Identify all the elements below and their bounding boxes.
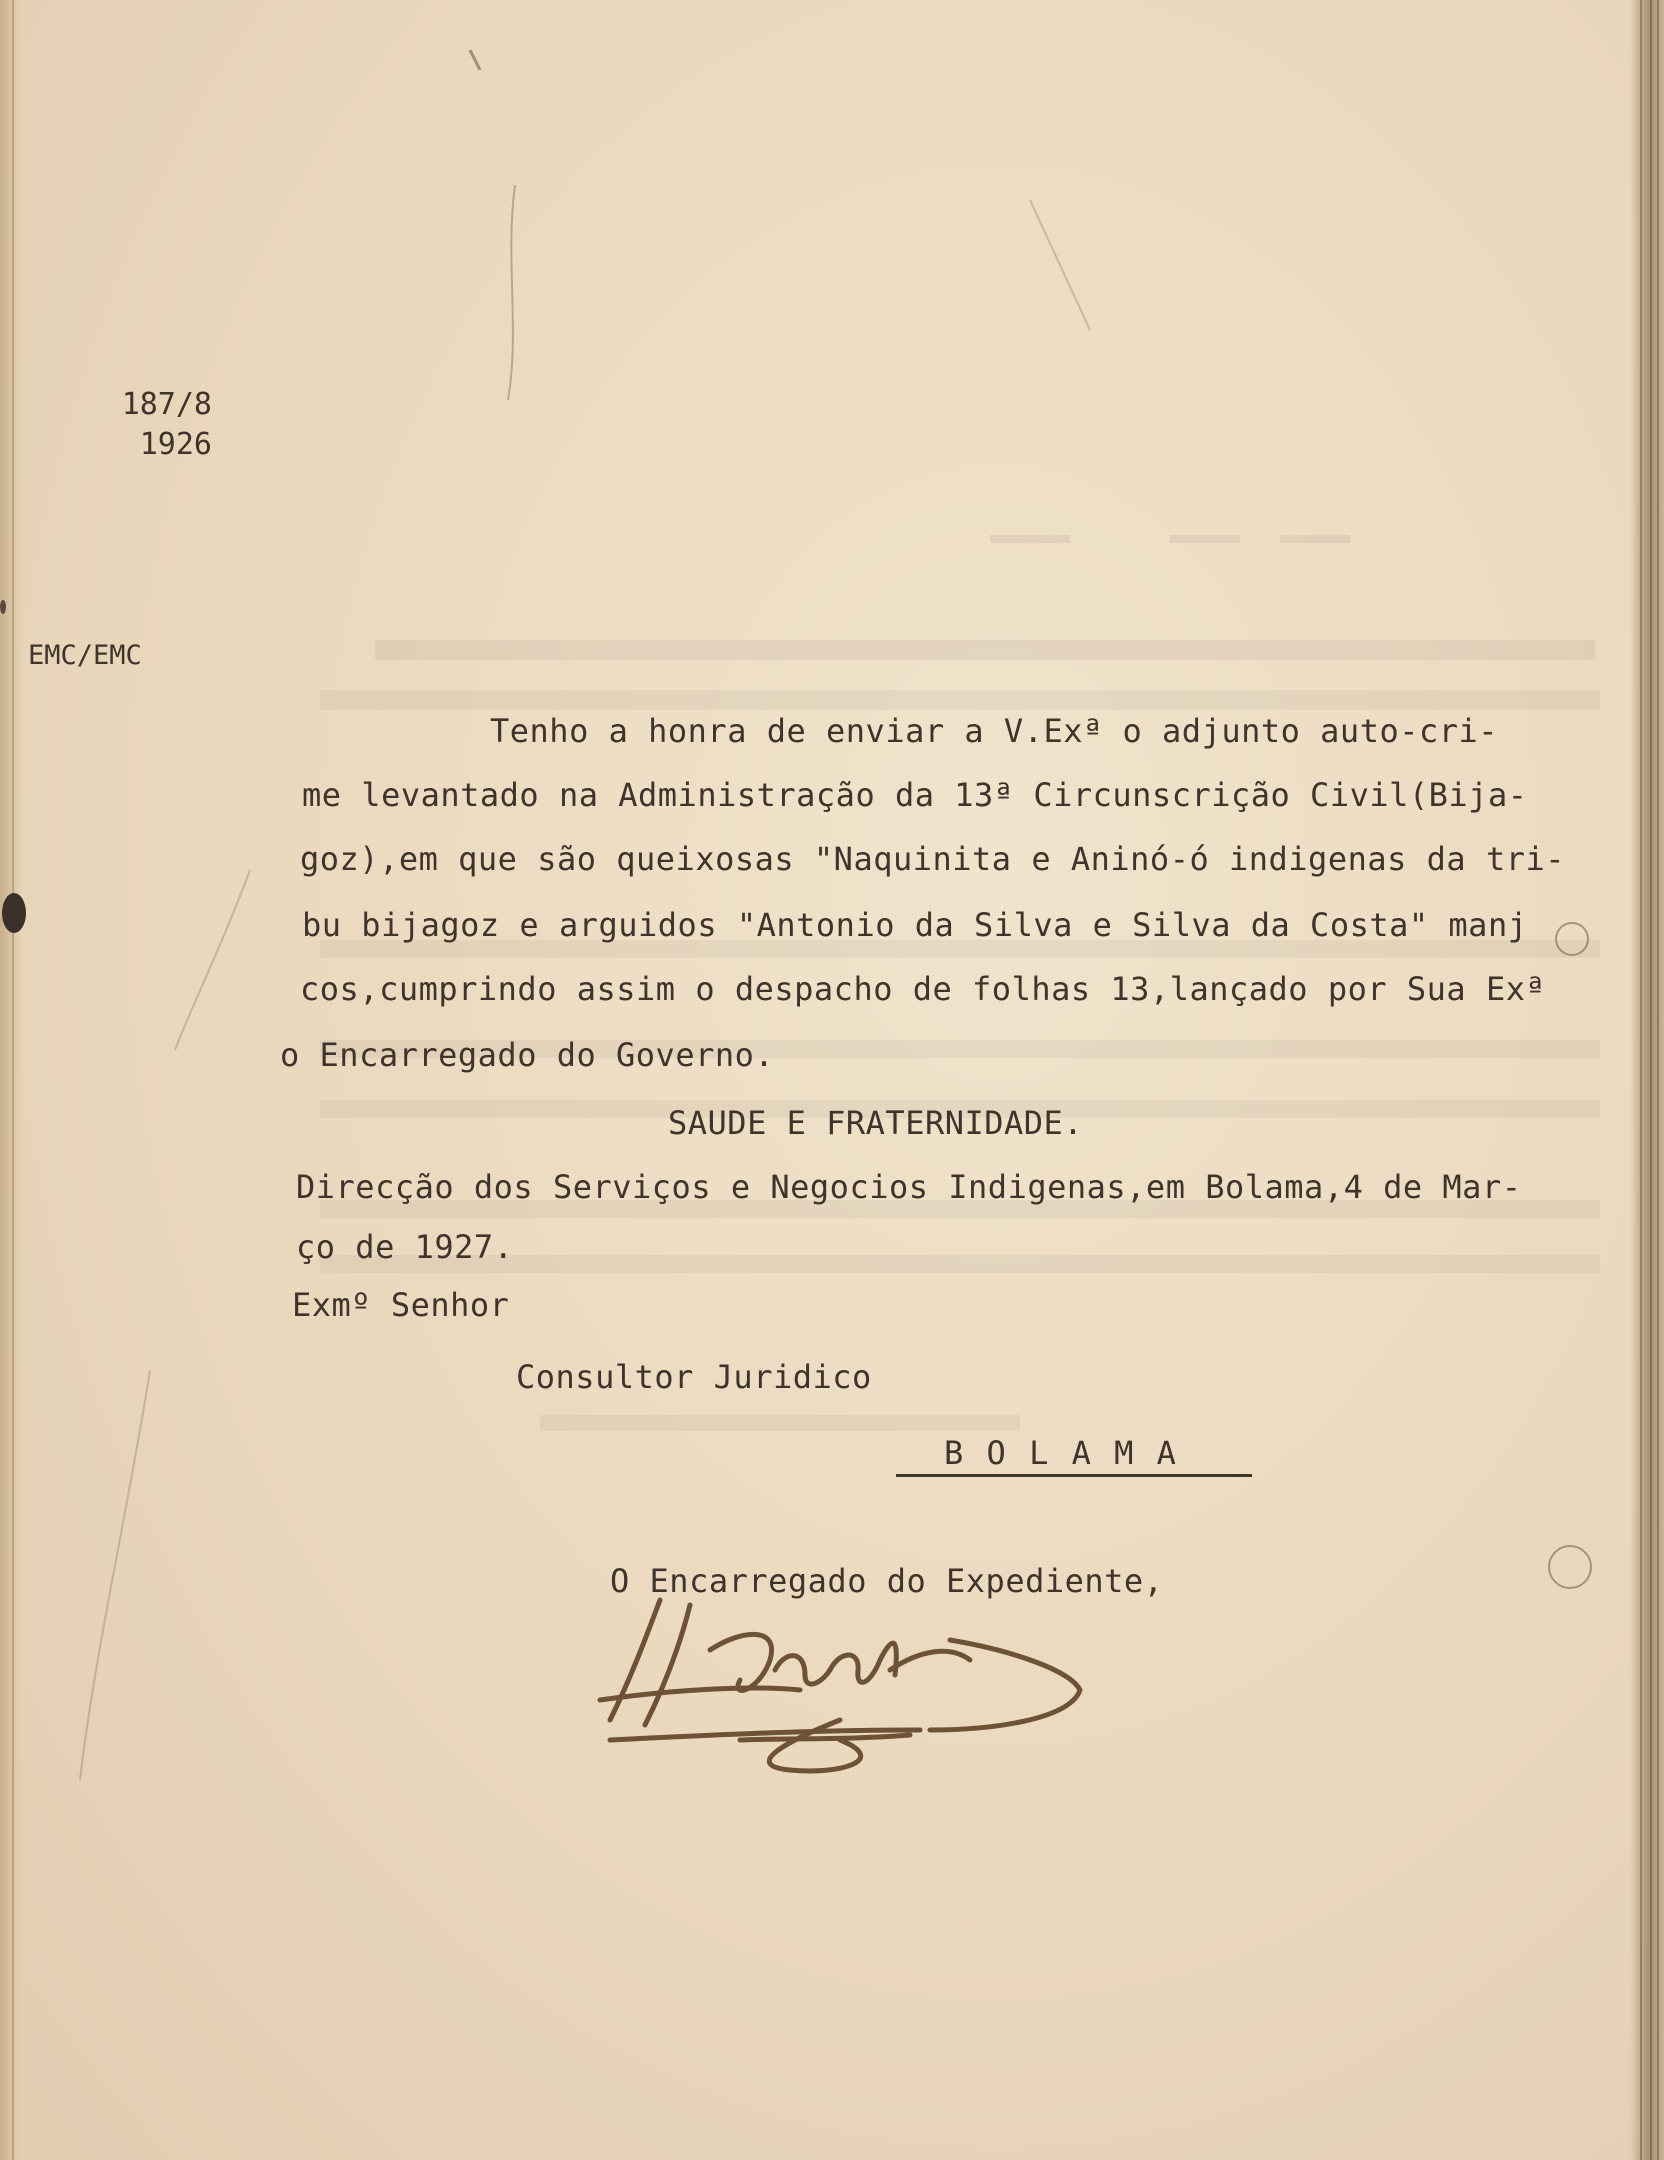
handwritten-signature	[590, 1590, 1090, 1780]
signatory-title: O Encarregado do Expediente,	[610, 1562, 1164, 1600]
punch-mark	[1548, 1545, 1592, 1589]
body-line: o Encarregado do Governo.	[280, 1036, 775, 1074]
addressee-name: Consultor Juridico	[516, 1358, 872, 1396]
body-line: cos,cumprindo assim o despacho de folhas 13,lançado por Sua Exª	[300, 970, 1546, 1008]
salutation: SAUDE E FRATERNIDADE.	[668, 1104, 1084, 1142]
place-date-line: ço de 1927.	[296, 1228, 514, 1266]
body-line: Tenho a honra de enviar a V.Exª o adjunto auto-cri-	[490, 712, 1499, 750]
location-underline	[896, 1474, 1252, 1477]
reference-block	[112, 385, 212, 465]
addressee-title: Exmº Senhor	[292, 1286, 510, 1324]
punch-mark	[1555, 922, 1589, 956]
body-line: bu bijagoz e arguidos "Antonio da Silva e Silva da Costa" manj	[302, 906, 1528, 944]
addressee-location: B O L A M A	[944, 1434, 1178, 1472]
reference-number: 187/8	[121, 387, 212, 422]
place-date-line: Direcção dos Serviços e Negocios Indigenas,em Bolama,4 de Mar-	[296, 1168, 1522, 1206]
body-line: goz),em que são queixosas "Naquinita e Aninó-ó indigenas da tri-	[300, 840, 1565, 878]
body-line: me levantado na Administração da 13ª Circunscrição Civil(Bija-	[302, 776, 1528, 814]
typist-initials: EMC/EMC	[28, 640, 142, 671]
reference-year: 1926	[139, 427, 212, 462]
